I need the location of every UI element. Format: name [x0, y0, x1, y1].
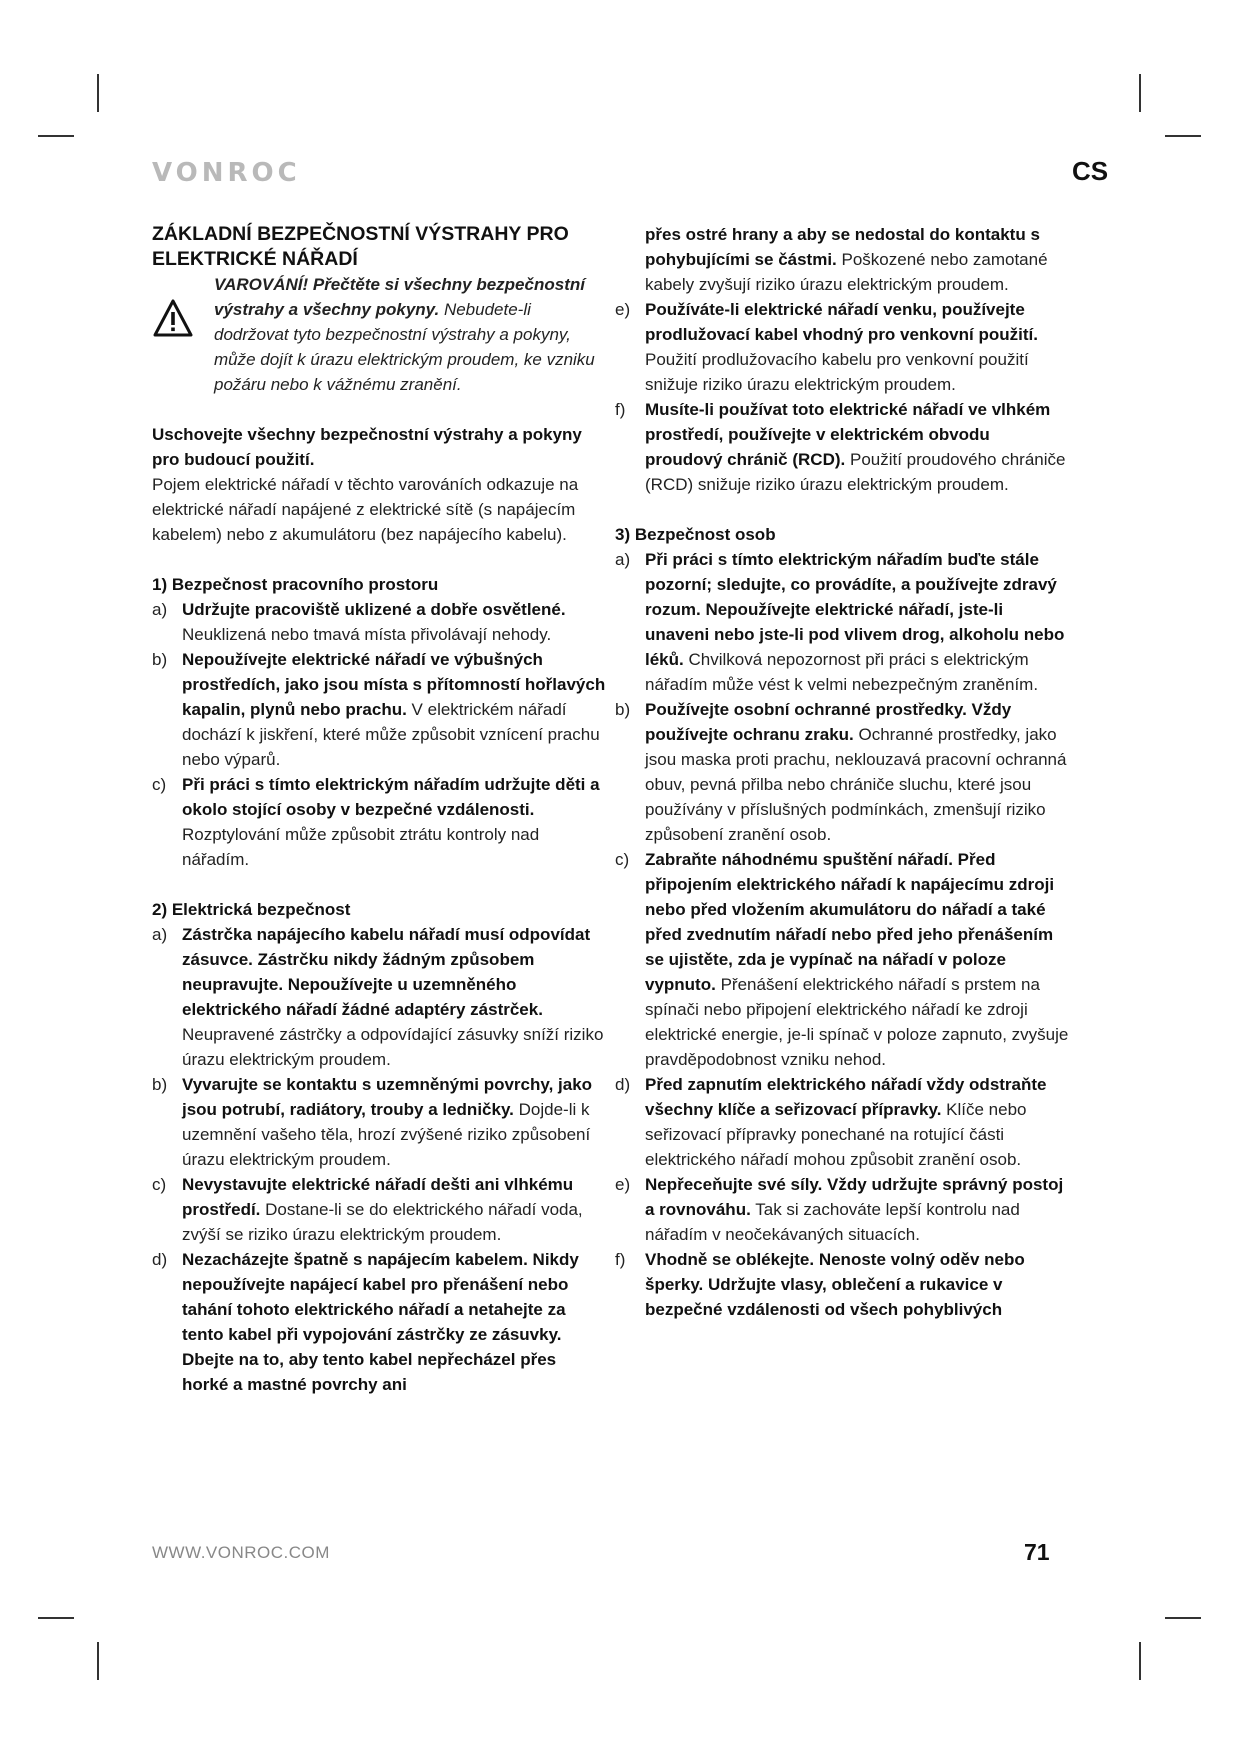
- warning-bold: VAROVÁNÍ! Přečtěte si všechny bezpečnostní výstrahy a všechny pokyny.: [214, 275, 585, 319]
- list-item: e) Používáte-li elektrické nářadí venku, používejte prodlužovací kabel vhodný pro venkovní použití. Použití prodlužovacího kabelu pro venkovní použití snižuje riziko úrazu elektrickým proudem.: [615, 300, 1038, 394]
- crop-mark: [1165, 1617, 1201, 1619]
- list-item: a) Zástrčka napájecího kabelu nářadí musí odpovídat zásuvce. Zástrčku nikdy žádným způsobem neupravujte. Nepoužívejte u uzemněného elektrického nářadí žádné adaptéry zástrček. Neupravené zástrčky a odpovídající zásuvky sníží riziko úrazu elektrickým proudem.: [152, 925, 604, 1069]
- subheading-personal: 3) Bezpečnost osob: [615, 525, 776, 544]
- list-item: f) Vhodně se oblékejte. Nenoste volný oděv nebo šperky. Udržujte vlasy, oblečení a rukavice v bezpečné vzdálenosti od všech pohyblivých: [615, 1250, 1025, 1319]
- list-item: b) Nepoužívejte elektrické nářadí ve výbušných prostředích, jako jsou místa s přítomností hořlavých kapalin, plynů nebo prachu. V elektrickém nářadí dochází k jiskření, které může způsobit vznícení prachu nebo výparů.: [152, 650, 606, 769]
- list-item: b) Používejte osobní ochranné prostředky. Vždy používejte ochranu zraku. Ochranné prostředky, jako jsou maska proti prachu, neklouzavá pracovní ochranná obuv, pevná přilba nebo chrániče sluchu, které jsou používány v příslušných podmínkách, zmenšují riziko způsobení zranění osob.: [615, 700, 1067, 844]
- crop-mark: [1139, 1642, 1141, 1680]
- crop-mark: [97, 1642, 99, 1680]
- crop-mark: [38, 1617, 74, 1619]
- crop-mark: [38, 135, 74, 137]
- section-title: ZÁKLADNÍ BEZPEČNOSTNÍ VÝSTRAHY PRO ELEKTRICKÉ NÁŘADÍ: [152, 223, 569, 270]
- subheading-electrical: 2) Elektrická bezpečnost: [152, 900, 351, 919]
- list-item: a) Při práci s tímto elektrickým nářadím buďte stále pozorní; sledujte, co provádíte, a používejte zdravý rozum. Nepoužívejte elektrické nářadí, jste-li unaveni nebo jste-li pod vlivem drog, alkoholu nebo léků. Chvilková nepozornost při práci s elektrickým nářadím může vést k velmi nebezpečným zraněním.: [615, 550, 1065, 694]
- list-item: c) Nevystavujte elektrické nářadí dešti ani vlhkému prostředí. Dostane-li se do elektrického nářadí voda, zvýší se riziko úrazu elektrickým proudem.: [152, 1175, 583, 1244]
- keep-instructions: Uschovejte všechny bezpečnostní výstrahy a pokyny pro budoucí použití. Pojem elektrické nářadí v těchto varováních odkazuje na elektrické nářadí napájené z elektrické sítě (s napájecím kabelem) nebo z akumulátoru (bez napájecího kabelu).: [152, 425, 582, 544]
- footer-url: WWW.VONROC.COM: [152, 1543, 330, 1562]
- list-item: d) Nezacházejte špatně s napájecím kabelem. Nikdy nepoužívejte napájecí kabel pro přenášení nebo tahání tohoto elektrického nářadí a netahejte za tento kabel při vypojování zástrčky ze zásuvky. Dbejte na to, aby tento kabel nepřecházel přes horké a mastné povrchy ani: [152, 1250, 579, 1394]
- right-column: [615, 222, 1070, 1322]
- list-item-continued: přes ostré hrany a aby se nedostal do kontaktu s pohybujícími se částmi. Poškozené nebo zamotané kabely zvyšují riziko úrazu elektrickým proudem.: [645, 225, 1048, 294]
- page-number: 71: [1024, 1539, 1050, 1565]
- brand-logo: VONROC: [152, 158, 301, 188]
- subheading-workspace: 1) Bezpečnost pracovního prostoru: [152, 575, 439, 594]
- list-item: c) Při práci s tímto elektrickým nářadím udržujte děti a okolo stojící osoby v bezpečné vzdálenosti. Rozptylování může způsobit ztrátu kontroly nad nářadím.: [152, 775, 600, 869]
- list-item: b) Vyvarujte se kontaktu s uzemněnými povrchy, jako jsou potrubí, radiátory, trouby a ledničky. Dojde-li k uzemnění vašeho těla, hrozí zvýšené riziko způsobení úrazu elektrickým proudem.: [152, 1075, 593, 1169]
- list-item: e) Nepřeceňujte své síly. Vždy udržujte správný postoj a rovnováhu. Tak si zachováte lepší kontrolu nad nářadím v neočekávaných situacích.: [615, 1175, 1064, 1244]
- list-item: a) Udržujte pracoviště uklizené a dobře osvětlené. Neuklizená nebo tmavá místa přivolávají nehody.: [152, 600, 566, 644]
- list-item: c) Zabraňte náhodnému spuštění nářadí. Před připojením elektrického nářadí k napájecímu zdroji nebo před vložením akumulátoru do nářadí a také před zvednutím nářadí nebo před jeho přenášením se ujistěte, zda je vypínač na nářadí v poloze vypnuto. Přenášení elektrického nářadí s prstem na spínači nebo připojení elektrického nářadí ke zdroji elektrické energie, je-li spínač v poloze zapnuto, zvyšuje pravděpodobnost vzniku nehod.: [615, 850, 1069, 1069]
- list-item: f) Musíte-li používat toto elektrické nářadí ve vlhkém prostředí, používejte v elektrickém obvodu proudový chránič (RCD). Použití proudového chrániče (RCD) snižuje riziko úrazu elektrickým proudem.: [615, 400, 1066, 494]
- crop-mark: [1165, 135, 1201, 137]
- warning-body: Nebudete-li dodržovat tyto bezpečnostní výstrahy a pokyny, může dojít k úrazu elektrickým proudem, ke vzniku požáru nebo k vážnému zranění.: [214, 300, 595, 394]
- crop-mark: [97, 74, 99, 112]
- warning-block: [152, 272, 607, 397]
- list-item: d) Před zapnutím elektrického nářadí vždy odstraňte všechny klíče a seřizovací přípravky. Klíče nebo seřizovací přípravky ponechané na rotující části elektrického nářadí mohou způsobit zranění osob.: [615, 1075, 1047, 1169]
- crop-mark: [1139, 74, 1141, 112]
- language-code: CS: [1072, 156, 1109, 186]
- warning-text: [214, 272, 607, 397]
- left-column: [152, 222, 607, 1397]
- warning-triangle-icon: [152, 272, 214, 397]
